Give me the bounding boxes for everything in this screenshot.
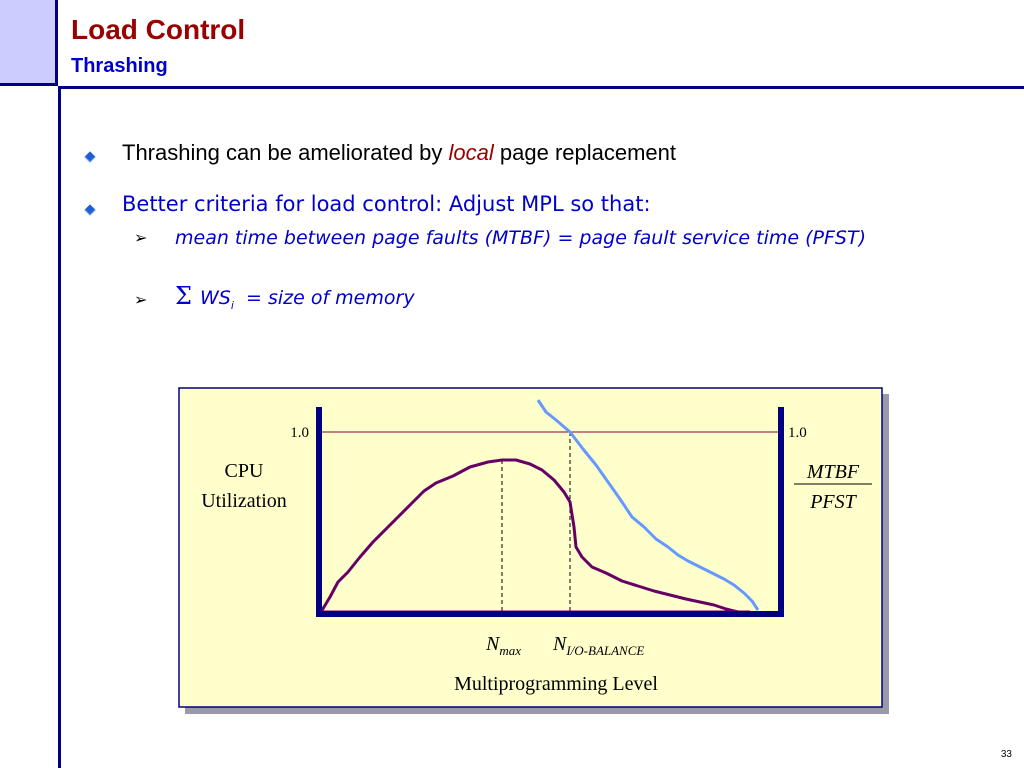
arrow-bullet-icon: ➢ (134, 230, 148, 247)
mtbf-label: MTBF (806, 461, 860, 483)
x-axis-label: Multiprogramming Level (454, 673, 658, 695)
corner-decoration (0, 0, 58, 86)
bullet-text-2: Better criteria for load control: Adjust MPL so that: (122, 192, 651, 216)
ws-subscript: i (230, 298, 234, 312)
bullet-text-1 (122, 140, 676, 166)
sub-bullet-2 (175, 282, 415, 312)
right-tick-label: 1.0 (788, 425, 807, 441)
bullet-1-before: Thrashing can be ameliorated by (122, 140, 449, 165)
page-number: 33 (1000, 749, 1012, 760)
nio-base: N (553, 633, 567, 655)
sub-bullet-1-part1: mean time between page faults (MTBF) (175, 227, 552, 249)
load-control-diagram (178, 387, 890, 722)
left-rule (58, 86, 61, 768)
diagram-canvas (178, 387, 890, 717)
arrow-bullet-icon: ➢ (134, 292, 148, 309)
left-axis (316, 407, 322, 617)
slide-title: Load Control (71, 14, 246, 45)
cpu-label: CPU (224, 460, 264, 482)
nmax-base: N (486, 633, 500, 655)
sub-bullet-1 (165, 225, 965, 251)
left-tick-label: 1.0 (290, 425, 309, 441)
slide-subtitle: Thrashing (71, 55, 168, 77)
bullet-1-emphasis: local (448, 140, 494, 165)
sigma-symbol: Σ (175, 282, 192, 310)
x-axis (316, 611, 784, 617)
sub-bullet-2-rest: = size of memory (245, 287, 415, 309)
bullet-1-after: page replacement (493, 140, 677, 165)
diagram-background (179, 388, 882, 707)
utilization-label: Utilization (201, 490, 287, 512)
ws-term: WS (199, 287, 231, 309)
bullet-icon (84, 151, 95, 162)
nio-subscript: I/O-BALANCE (566, 643, 645, 658)
header-rule (58, 86, 1024, 89)
nmax-subscript: max (499, 643, 522, 658)
pfst-label: PFST (810, 491, 856, 513)
bullet-icon (84, 204, 95, 215)
sub-bullet-1-part2: = page fault service time (PFST) (557, 227, 867, 249)
right-axis (778, 407, 784, 617)
